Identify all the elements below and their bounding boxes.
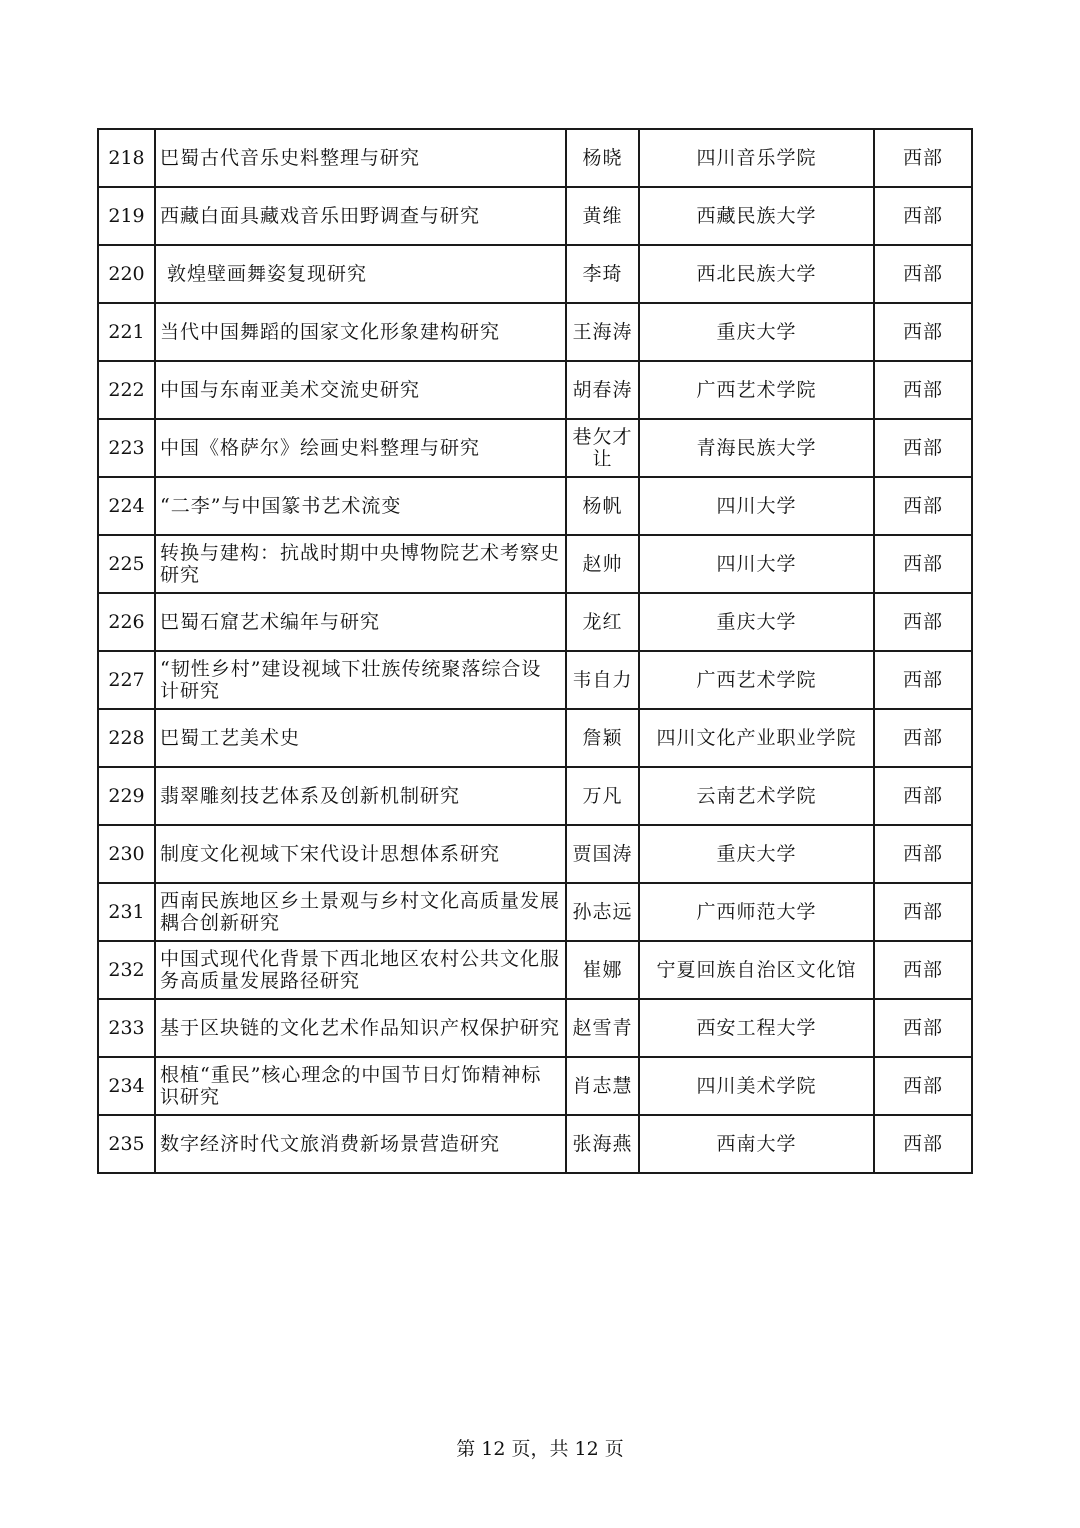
- row-number: 226: [98, 593, 155, 651]
- institution: 四川音乐学院: [639, 129, 874, 187]
- region: 西部: [874, 303, 972, 361]
- project-title: 西藏白面具藏戏音乐田野调查与研究: [155, 187, 566, 245]
- institution: 广西艺术学院: [639, 651, 874, 709]
- project-title: 中国《格萨尔》绘画史料整理与研究: [155, 419, 566, 477]
- table-row: [98, 303, 972, 361]
- row-number: 228: [98, 709, 155, 767]
- principal-name: 龙红: [566, 593, 639, 651]
- principal-name: 杨晓: [566, 129, 639, 187]
- table-row: [98, 419, 972, 477]
- institution: 西南大学: [639, 1115, 874, 1173]
- region: 西部: [874, 593, 972, 651]
- project-title: 数字经济时代文旅消费新场景营造研究: [155, 1115, 566, 1173]
- institution: 重庆大学: [639, 825, 874, 883]
- project-title: 中国与东南亚美术交流史研究: [155, 361, 566, 419]
- institution: 四川大学: [639, 477, 874, 535]
- institution: 四川美术学院: [639, 1057, 874, 1115]
- principal-name: 李琦: [566, 245, 639, 303]
- principal-name: 赵雪青: [566, 999, 639, 1057]
- table-row: [98, 361, 972, 419]
- project-title: “二李”与中国篆书艺术流变: [155, 477, 566, 535]
- region: 西部: [874, 361, 972, 419]
- row-number: 234: [98, 1057, 155, 1115]
- table-row: [98, 129, 972, 187]
- principal-name: 韦自力: [566, 651, 639, 709]
- project-table: [97, 128, 973, 1174]
- region: 西部: [874, 709, 972, 767]
- principal-name: 巷欠才让: [566, 419, 639, 477]
- project-title: 敦煌壁画舞姿复现研究: [155, 245, 566, 303]
- row-number: 230: [98, 825, 155, 883]
- row-number: 218: [98, 129, 155, 187]
- principal-name: 孙志远: [566, 883, 639, 941]
- region: 西部: [874, 129, 972, 187]
- project-title: 翡翠雕刻技艺体系及创新机制研究: [155, 767, 566, 825]
- institution: 西藏民族大学: [639, 187, 874, 245]
- table-row: [98, 535, 972, 593]
- row-number: 232: [98, 941, 155, 999]
- table-row: [98, 999, 972, 1057]
- region: 西部: [874, 535, 972, 593]
- row-number: 219: [98, 187, 155, 245]
- row-number: 235: [98, 1115, 155, 1173]
- row-number: 222: [98, 361, 155, 419]
- principal-name: 肖志慧: [566, 1057, 639, 1115]
- region: 西部: [874, 999, 972, 1057]
- region: 西部: [874, 767, 972, 825]
- project-title: 西南民族地区乡土景观与乡村文化高质量发展耦合创新研究: [155, 883, 566, 941]
- project-title: 巴蜀石窟艺术编年与研究: [155, 593, 566, 651]
- principal-name: 崔娜: [566, 941, 639, 999]
- region: 西部: [874, 1057, 972, 1115]
- institution: 西安工程大学: [639, 999, 874, 1057]
- table-row: [98, 825, 972, 883]
- institution: 重庆大学: [639, 593, 874, 651]
- row-number: 220: [98, 245, 155, 303]
- project-title: 转换与建构：抗战时期中央博物院艺术考察史研究: [155, 535, 566, 593]
- row-number: 227: [98, 651, 155, 709]
- row-number: 221: [98, 303, 155, 361]
- table-row: [98, 651, 972, 709]
- project-title: 基于区块链的文化艺术作品知识产权保护研究: [155, 999, 566, 1057]
- row-number: 225: [98, 535, 155, 593]
- institution: 四川大学: [639, 535, 874, 593]
- institution: 青海民族大学: [639, 419, 874, 477]
- institution: 宁夏回族自治区文化馆: [639, 941, 874, 999]
- row-number: 223: [98, 419, 155, 477]
- principal-name: 张海燕: [566, 1115, 639, 1173]
- row-number: 229: [98, 767, 155, 825]
- principal-name: 詹颖: [566, 709, 639, 767]
- region: 西部: [874, 883, 972, 941]
- region: 西部: [874, 187, 972, 245]
- project-title: “韧性乡村”建设视域下壮族传统聚落综合设计研究: [155, 651, 566, 709]
- principal-name: 贾国涛: [566, 825, 639, 883]
- principal-name: 赵帅: [566, 535, 639, 593]
- table-row: [98, 477, 972, 535]
- table-row: [98, 1057, 972, 1115]
- row-number: 233: [98, 999, 155, 1057]
- table-row: [98, 767, 972, 825]
- project-title: 巴蜀工艺美术史: [155, 709, 566, 767]
- project-title: 根植“重民”核心理念的中国节日灯饰精神标识研究: [155, 1057, 566, 1115]
- institution: 重庆大学: [639, 303, 874, 361]
- row-number: 231: [98, 883, 155, 941]
- project-title: 巴蜀古代音乐史料整理与研究: [155, 129, 566, 187]
- table-row: [98, 593, 972, 651]
- region: 西部: [874, 825, 972, 883]
- table-row: [98, 187, 972, 245]
- region: 西部: [874, 477, 972, 535]
- table-row: [98, 1115, 972, 1173]
- institution: 广西艺术学院: [639, 361, 874, 419]
- project-title: 制度文化视域下宋代设计思想体系研究: [155, 825, 566, 883]
- principal-name: 黄维: [566, 187, 639, 245]
- table-row: [98, 941, 972, 999]
- table-row: [98, 245, 972, 303]
- region: 西部: [874, 1115, 972, 1173]
- region: 西部: [874, 651, 972, 709]
- principal-name: 杨帆: [566, 477, 639, 535]
- institution: 西北民族大学: [639, 245, 874, 303]
- institution: 四川文化产业职业学院: [639, 709, 874, 767]
- page-footer: 第 12 页，共 12 页: [456, 1438, 624, 1460]
- institution: 广西师范大学: [639, 883, 874, 941]
- principal-name: 王海涛: [566, 303, 639, 361]
- region: 西部: [874, 245, 972, 303]
- region: 西部: [874, 941, 972, 999]
- institution: 云南艺术学院: [639, 767, 874, 825]
- project-table-body: [98, 129, 972, 1173]
- project-title: 当代中国舞蹈的国家文化形象建构研究: [155, 303, 566, 361]
- principal-name: 胡春涛: [566, 361, 639, 419]
- row-number: 224: [98, 477, 155, 535]
- table-row: [98, 883, 972, 941]
- region: 西部: [874, 419, 972, 477]
- principal-name: 万凡: [566, 767, 639, 825]
- table-row: [98, 709, 972, 767]
- project-title: 中国式现代化背景下西北地区农村公共文化服务高质量发展路径研究: [155, 941, 566, 999]
